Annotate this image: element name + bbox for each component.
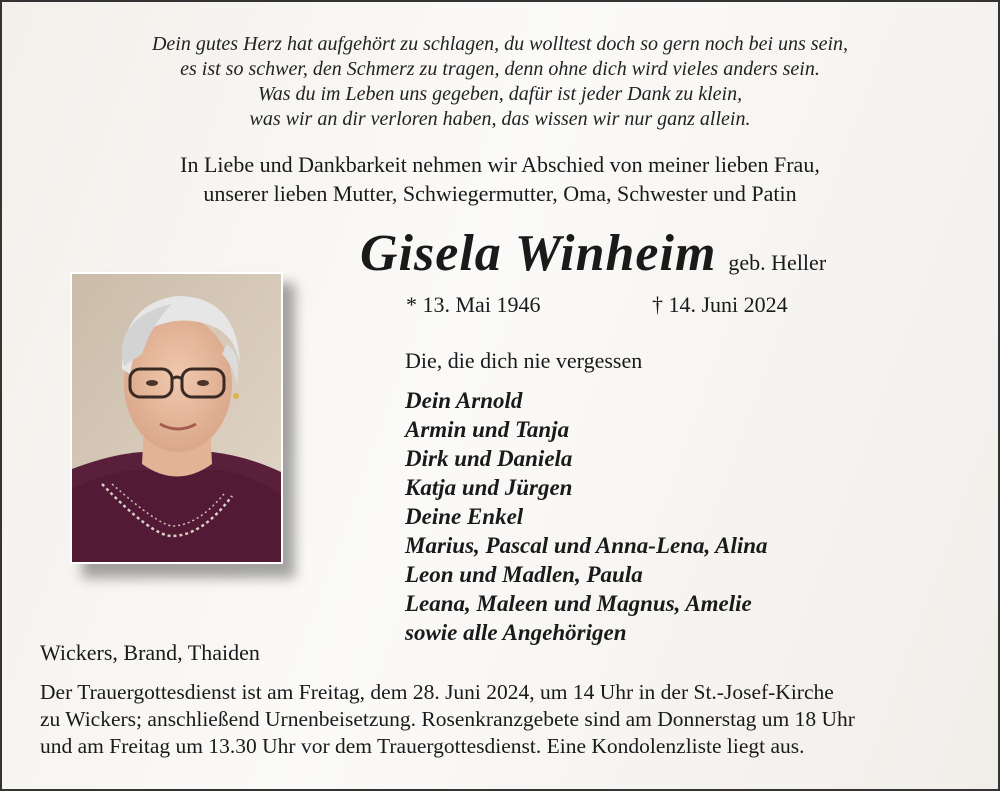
poem-line: Was du im Leben uns gegeben, dafür ist jeder Dank zu klein, [257, 83, 743, 105]
deceased-name-row [360, 224, 826, 283]
poem-line: Dein gutes Herz hat aufgehört zu schlagen, du wolltest doch so gern noch bei uns sein, [151, 33, 849, 55]
farewell-line: In Liebe und Dankbarkeit nehmen wir Abschied von meiner lieben Frau, [180, 152, 820, 177]
mourner-line: sowie alle Angehörigen [405, 620, 627, 645]
poem [2, 32, 998, 132]
service-line: und am Freitag um 13.30 Uhr vor dem Trauergottesdienst. Eine Kondolenzliste liegt aus. [40, 734, 805, 758]
mourner-line: Dirk und Daniela [405, 446, 573, 471]
mourner-line: Dein Arnold [405, 388, 523, 413]
portrait-illustration [72, 274, 281, 562]
mourner-line: Leana, Maleen und Magnus, Amelie [405, 591, 752, 616]
location: Wickers, Brand, Thaiden [40, 640, 260, 665]
maiden-name: geb. Heller [728, 250, 827, 275]
poem-line: was wir an dir verloren haben, das wissen wir nur ganz allein. [249, 108, 751, 130]
service-info [40, 679, 855, 760]
mourner-line: Armin und Tanja [405, 417, 570, 442]
deceased-name: Gisela Winheim [360, 225, 717, 282]
farewell-text [2, 150, 998, 208]
mourners-intro: Die, die dich nie vergessen [405, 348, 643, 373]
death-date: † 14. Juni 2024 [652, 292, 788, 317]
mourner-line: Katja und Jürgen [405, 475, 573, 500]
service-line: zu Wickers; anschließend Urnenbeisetzung. Rosenkranzgebete sind am Donnerstag um 18 Uhr [40, 707, 855, 731]
mourners-list [405, 386, 768, 647]
mourner-line: Deine Enkel [405, 504, 524, 529]
portrait-photo [70, 272, 283, 564]
service-line: Der Trauergottesdienst ist am Freitag, dem 28. Juni 2024, um 14 Uhr in der St.-Josef-Kirche [40, 680, 834, 704]
farewell-line: unserer lieben Mutter, Schwiegermutter, Oma, Schwester und Patin [203, 181, 797, 206]
mourner-line: Leon und Madlen, Paula [405, 562, 643, 587]
mourner-line: Marius, Pascal und Anna-Lena, Alina [405, 533, 768, 558]
poem-line: es ist so schwer, den Schmerz zu tragen, denn ohne dich wird vieles anders sein. [180, 58, 820, 80]
birth-date: * 13. Mai 1946 [406, 292, 541, 317]
